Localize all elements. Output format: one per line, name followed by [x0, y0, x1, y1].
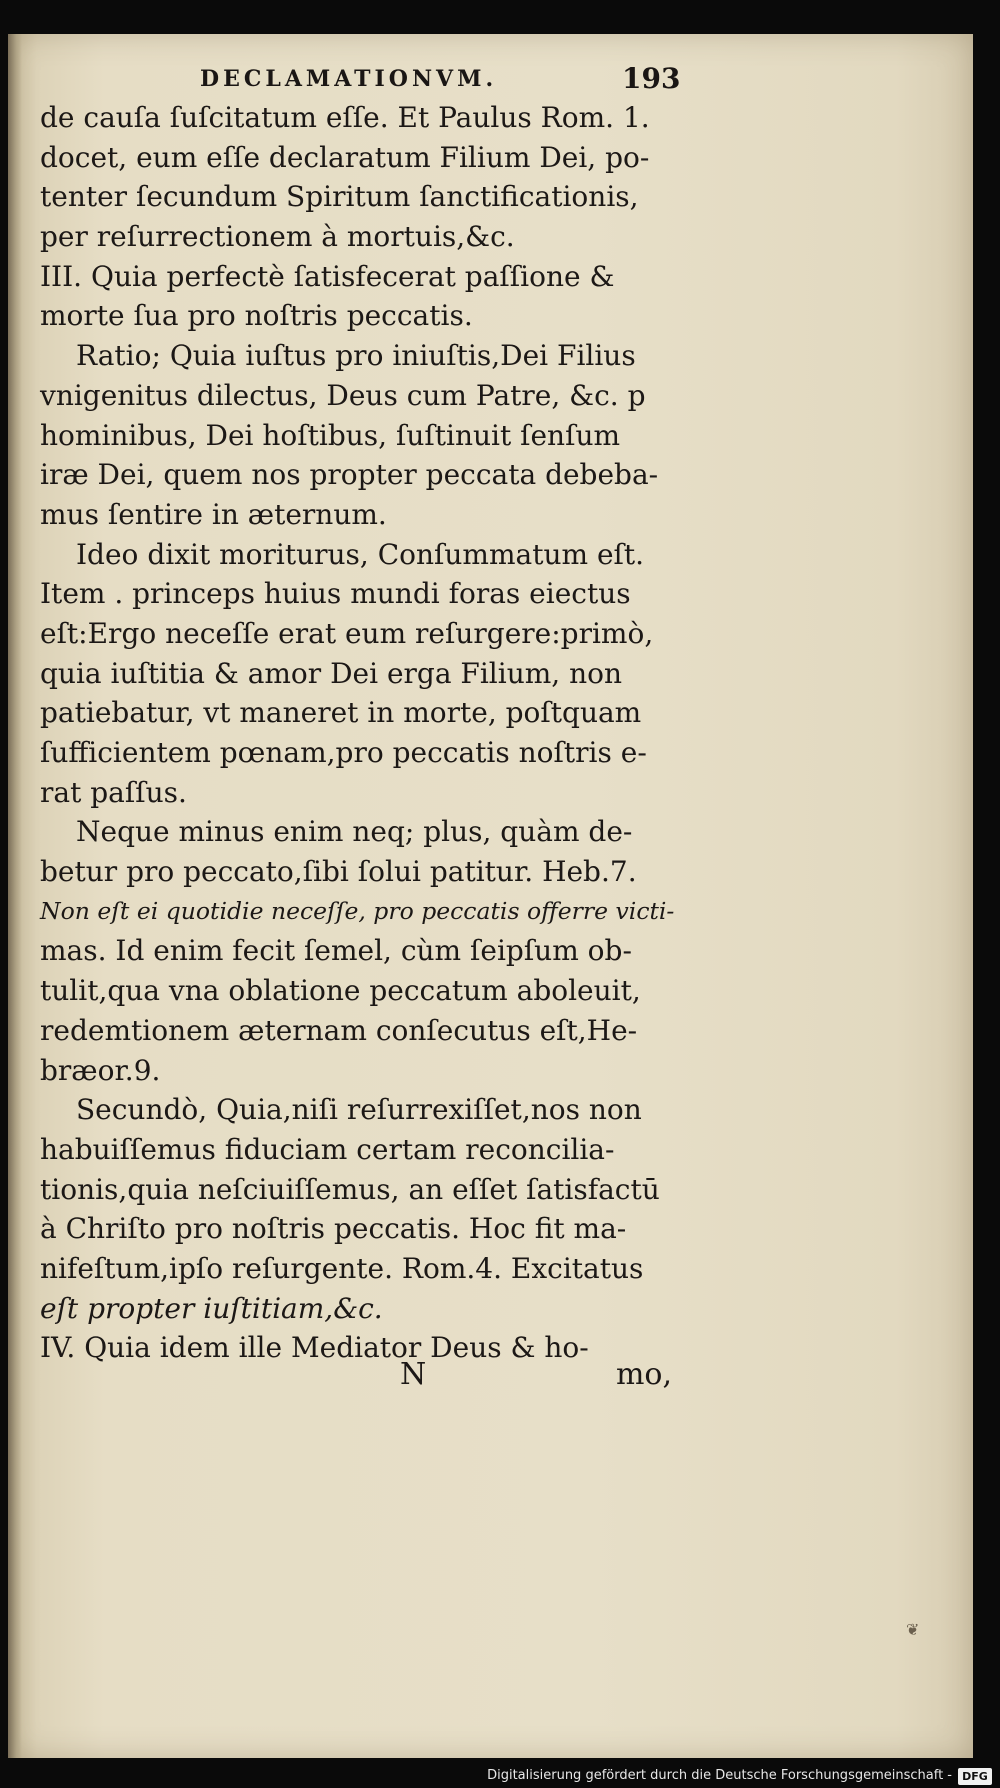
- text-line: docet, eum eſſe declaratum Filium Dei, po-: [40, 140, 650, 174]
- text-line: rat paſſus.: [40, 775, 187, 809]
- signature-mark: N: [400, 1357, 427, 1392]
- text-line: patiebatur, vt maneret in morte, poſtquam: [40, 696, 642, 730]
- text-line: per reſurrectionem à mortuis,&c.: [40, 220, 515, 254]
- text-line: eſt propter iuſtitiam,&c.: [40, 1291, 383, 1325]
- text-line: III. Quia perfectè ſatisfecerat paſſione &: [40, 259, 615, 293]
- text-line: morte ſua pro noſtris peccatis.: [40, 299, 473, 333]
- text-line: Secundò, Quia,niſi reſurrexiſſet,nos non: [76, 1093, 642, 1127]
- text-line: redemtionem æternam conſecutus eſt,He-: [40, 1013, 638, 1047]
- digitization-credit-text: Digitalisierung gefördert durch die Deutsche Forschungsgemeinschaft -: [487, 1768, 952, 1783]
- page-gutter-shadow: [8, 34, 22, 1758]
- text-line: Neque minus enim neq; plus, quàm de-: [76, 815, 633, 849]
- text-line: iræ Dei, quem nos propter peccata debeba-: [40, 458, 659, 492]
- text-line: Non eſt ei quotidie neceſſe, pro peccatis offerre victi-: [40, 896, 675, 925]
- text-line: vnigenitus dilectus, Deus cum Patre, &c. p: [40, 378, 646, 412]
- text-line: de cauſa ſuſcitatum eſſe. Et Paulus Rom. 1.: [40, 101, 650, 134]
- text-line: à Chriſto pro noſtris peccatis. Hoc fit ma-: [40, 1212, 627, 1246]
- text-line: Ratio; Quia iuſtus pro iniuſtis,Dei Filius: [76, 339, 636, 373]
- catchword: mo,: [615, 1357, 672, 1392]
- text-line: IV. Quia idem ille Mediator Deus & ho-: [40, 1331, 589, 1365]
- running-head: DECLAMATIONVM.: [200, 66, 498, 92]
- text-line: betur pro peccato,ſibi ſolui patitur. Heb.7.: [40, 855, 637, 889]
- dfg-logo: DFG: [958, 1768, 992, 1785]
- text-line: tulit,qua vna oblatione peccatum aboleuit,: [40, 974, 641, 1008]
- text-line: quia iuſtitia & amor Dei erga Filium, non: [40, 656, 623, 690]
- text-line: habuiſſemus fiduciam certam reconcilia-: [40, 1132, 615, 1166]
- text-line: nifeſtum,ipſo reſurgente. Rom.4. Excitatus: [40, 1251, 644, 1285]
- text-line: hominibus, Dei hoſtibus, ſuſtinuit ſenſum: [40, 418, 621, 452]
- text-line: ſufficientem pœnam,pro peccatis noſtris e-: [40, 736, 647, 769]
- text-line: Ideo dixit moriturus, Conſummatum eſt.: [76, 537, 645, 571]
- text-line: tionis,quia neſciuiſſemus, an eſſet ſatisfactū: [40, 1172, 660, 1206]
- text-line: mus ſentire in æternum.: [40, 497, 387, 531]
- text-line: tenter ſecundum Spiritum ſanctificationis,: [40, 180, 639, 214]
- body-text: [40, 98, 680, 1368]
- page-number: 193: [622, 62, 681, 95]
- page-footer-marks: [40, 1357, 680, 1397]
- text-line: mas. Id enim fecit ſemel, cùm ſeipſum ob-: [40, 934, 632, 968]
- corner-ornament-icon: ❦: [906, 1620, 920, 1639]
- text-line: Item . princeps huius mundi foras eiectus: [40, 577, 631, 611]
- text-line: bræor.9.: [40, 1053, 161, 1087]
- text-line: eſt:Ergo neceſſe erat eum reſurgere:primò,: [40, 616, 654, 650]
